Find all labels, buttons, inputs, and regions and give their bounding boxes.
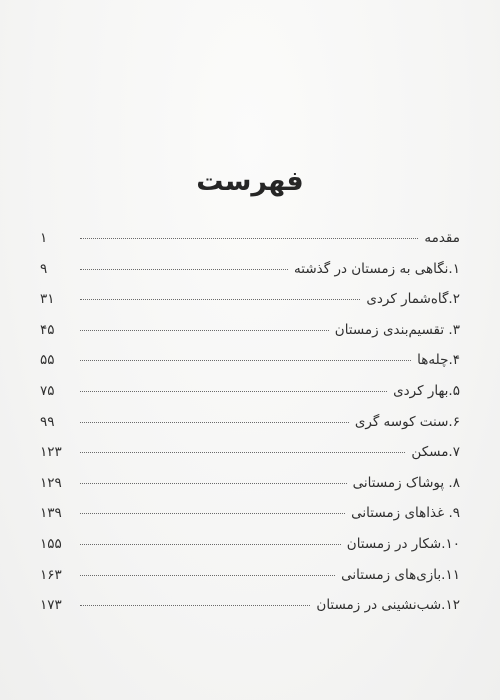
toc-entry-title: ۵.بهار کردی [393,382,460,399]
toc-entry-title: ۳. تقسیم‌بندی زمستان [334,321,460,338]
dot-leader [80,452,405,453]
dot-leader [80,483,347,484]
toc-entry-page: ۱ [40,230,48,246]
dot-leader [80,391,387,392]
toc-entry [40,261,460,292]
toc-entry [40,414,460,445]
toc-entry-page: ۱۲۳ [40,444,62,461]
toc-entry-page: ۹۹ [40,413,55,430]
toc-entry-title: ۱۰.شکار در زمستان [346,535,460,552]
toc-entry [40,567,460,598]
toc-entry-page: ۹ [40,260,48,277]
toc-entry-title: ۲.گاه‌شمار کردی [366,291,460,308]
toc-entry [40,291,460,322]
toc-entry-title: ۸. پوشاک زمستانی [352,474,460,491]
toc-entry-page: ۴۵ [40,321,55,338]
toc-entry-title: مقدمه [424,230,460,246]
toc-entry-title: ۱.نگاهی به زمستان در گذشته [294,260,460,277]
toc-entry-page: ۱۲۹ [40,474,62,491]
toc-entry-page: ۱۷۳ [40,597,62,614]
dot-leader [80,238,418,239]
toc-entry-page: ۵۵ [40,352,55,369]
dot-leader [80,605,310,606]
toc-entry-page: ۱۳۹ [40,505,62,522]
toc-entry [40,322,460,353]
toc-entry [40,505,460,536]
toc-entry [40,597,460,628]
dot-leader [80,422,349,423]
toc-entry [40,444,460,475]
dot-leader [80,544,341,545]
toc-entry-title: ۱۲.شب‌نشینی در زمستان [316,597,460,614]
dot-leader [80,269,288,270]
toc-entry [40,352,460,383]
toc-entry-page: ۷۵ [40,382,55,399]
toc-entry-title: ۹. غذاهای زمستانی [351,505,460,522]
table-of-contents [40,230,460,628]
dot-leader [80,575,335,576]
dot-leader [80,299,360,300]
toc-entry-title: ۷.مسکن [411,444,460,461]
toc-entry-title: ۶.سنت کوسه گری [354,413,460,430]
toc-entry [40,230,460,261]
page-title: فهرست [196,166,304,197]
toc-entry-page: ۱۶۳ [40,566,62,583]
dot-leader [80,330,329,331]
toc-entry [40,383,460,414]
toc-entry [40,536,460,567]
toc-entry-page: ۳۱ [40,291,55,308]
toc-entry-page: ۱۵۵ [40,535,62,552]
dot-leader [80,360,411,361]
toc-entry [40,475,460,506]
toc-entry-title: ۱۱.بازی‌های زمستانی [341,566,460,583]
toc-entry-title: ۴.چله‌ها [417,352,460,369]
dot-leader [80,513,345,514]
